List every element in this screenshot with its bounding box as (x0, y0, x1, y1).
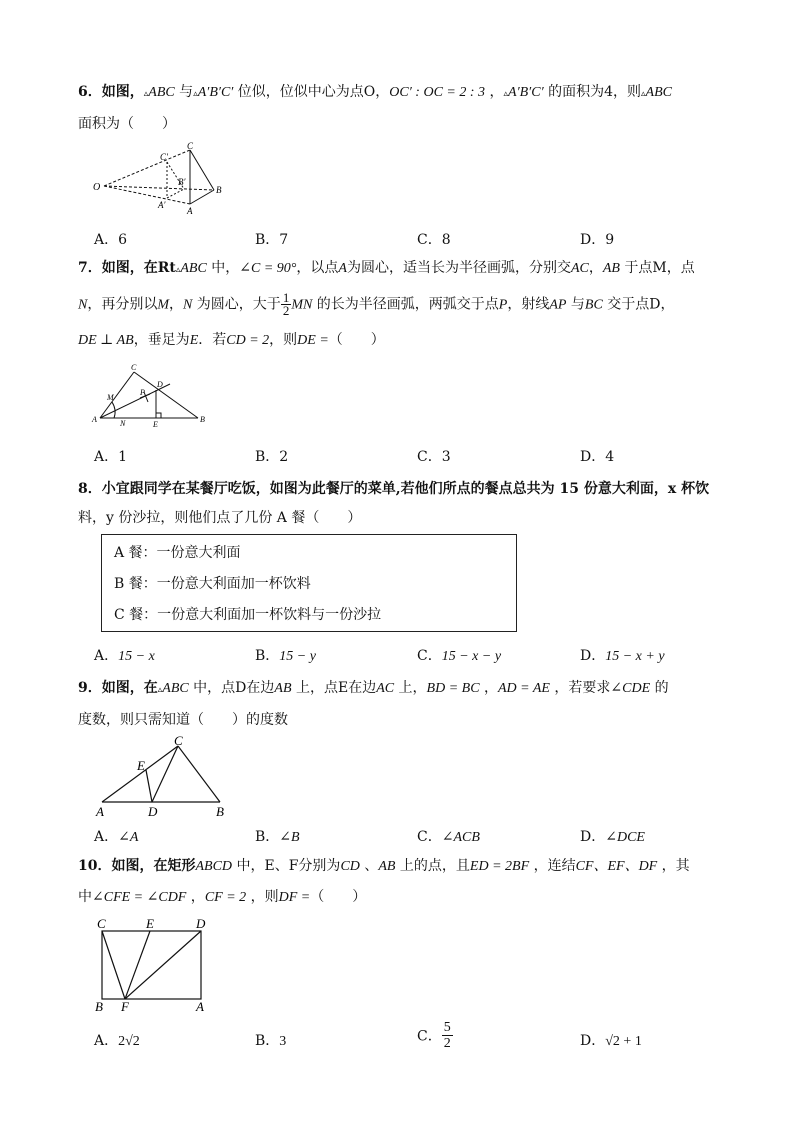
q7-text: ．若 (198, 332, 227, 348)
q8-menu-item-b: B 餐：一份意大利面加一杯饮料 (114, 576, 311, 592)
q10-label-B: B (95, 999, 103, 1014)
q7-text: 与 (566, 296, 585, 313)
q6-label-Cp: C′ (160, 152, 168, 162)
q10-option-prefix: D． (580, 1033, 606, 1049)
q9-line2: 度数，则只需知道（ ）的度数 (78, 712, 288, 728)
q8-option-expr: 15 − y (279, 649, 316, 664)
q7-text: （ ） (328, 332, 385, 348)
q9-tri: ABC (162, 681, 189, 696)
triangle-icon: ▵ (157, 685, 163, 695)
q6-tri1: ABC (148, 85, 175, 100)
q6-tri2: A′B′C′ (197, 85, 234, 100)
q6-text-pre: 6．如图， (78, 84, 144, 100)
q9-label-D: D (148, 804, 158, 819)
q9-seg: AC (376, 681, 395, 696)
q10-rect: ABCD (195, 859, 233, 874)
q9-figure (92, 734, 232, 820)
q7-text: ， (588, 260, 603, 276)
q9-text: 9．如图，在 (78, 680, 158, 696)
q10-option-prefix: B． (255, 1033, 280, 1049)
q9-option-expr: ∠ACB (441, 830, 480, 845)
q10-option-expr: √2 + 1 (605, 1034, 642, 1049)
q7-label-B: B (200, 415, 205, 424)
q10-text: 10．如图，在矩形 (78, 858, 196, 874)
q9-text: 上，点E在边 (291, 680, 377, 696)
q7-pt: P (498, 297, 508, 313)
q10-text: ，连结 (529, 858, 576, 874)
q7-seg: AC (570, 261, 589, 276)
q9-option-a[interactable] (94, 826, 138, 846)
q9-option-b[interactable] (255, 826, 300, 846)
q8-option-d[interactable] (580, 645, 665, 665)
q10-label-D: D (196, 916, 206, 931)
q10-figure (92, 914, 212, 1014)
q9-text: 中，点D在边 (188, 680, 275, 696)
q10-text: （ ） (310, 889, 367, 905)
q6-text: 位似，位似中心为点O， (233, 84, 390, 100)
q9-text: ，若要求 (549, 680, 611, 696)
q8-option-prefix: D． (580, 648, 606, 664)
q9-seg: AB (274, 681, 292, 696)
q6-ratio: OC′ : OC = 2 : 3 (389, 85, 486, 100)
q9-text: 的 (650, 680, 669, 696)
q7-label-N: N (120, 419, 126, 428)
q9-option-expr: ∠A (118, 830, 139, 845)
q10-option-c[interactable] (417, 1020, 453, 1051)
q8-option-a[interactable] (94, 645, 155, 665)
triangle-icon: ▵ (641, 89, 646, 99)
q8-option-prefix: C． (417, 648, 442, 664)
q8-menu-item-c: C 餐：一份意大利面加一杯饮料与一份沙拉 (114, 607, 382, 623)
q7-line2 (78, 292, 674, 317)
q8-option-b[interactable] (255, 645, 316, 665)
q8-line2: 料，y 份沙拉，则他们点了几份 A 餐（ ） (78, 510, 362, 526)
q7-perp: DE ⊥ AB (78, 333, 134, 348)
q6-label-A: A (187, 206, 193, 216)
q6-figure (90, 140, 240, 220)
q7-angle: ∠C = 90° (239, 261, 297, 276)
q10-option-expr: 2√2 (118, 1034, 140, 1049)
q9-option-prefix: C． (417, 829, 442, 845)
q10-eq: CF = 2 (204, 890, 247, 905)
q6-option-c[interactable]: C．8 (417, 232, 451, 248)
q10-seg: AB (378, 859, 396, 874)
q8-menu-box (101, 534, 517, 632)
q10-text: 、 (359, 858, 379, 874)
q7-label-M: M (107, 393, 114, 402)
q7-text: 于点M，点 (619, 260, 695, 276)
q7-eq: DE = (297, 333, 329, 348)
q6-label-B: B (216, 185, 222, 195)
q7-seg: BC (584, 297, 603, 313)
q7-text: ，垂足为 (133, 332, 190, 348)
q6-option-d[interactable]: D．9 (580, 232, 615, 248)
q7-pt: A (338, 261, 347, 276)
q7-fraction (281, 292, 292, 317)
q7-label-P: P (140, 388, 145, 397)
q7-text: ， (169, 296, 184, 313)
q8-option-expr: 15 − x (118, 649, 155, 664)
q8-menu-item-a: A 餐：一份意大利面 (114, 545, 241, 561)
q7-option-b[interactable]: B．2 (255, 449, 289, 465)
q10-eq: ED = 2BF (469, 859, 530, 874)
q8-option-prefix: A． (94, 648, 119, 664)
q9-option-prefix: A． (94, 829, 119, 845)
q8-option-expr: 15 − x + y (605, 649, 665, 664)
q10-label-F: F (121, 999, 129, 1014)
q9-option-c[interactable] (417, 826, 480, 846)
q10-line1 (78, 856, 690, 877)
triangle-icon: ▵ (175, 265, 181, 275)
q7-label-C: C (131, 363, 137, 372)
q10-frac-num: 5 (443, 1020, 451, 1035)
q9-eq: BD = BC (426, 681, 480, 696)
q7-seg: AB (602, 261, 620, 276)
q10-option-a[interactable] (94, 1030, 140, 1050)
q6-tri3: A′B′C′ (508, 85, 544, 100)
q7-text: 中， (206, 260, 240, 276)
q9-label-A: A (96, 804, 104, 819)
q10-text: ，其 (657, 858, 690, 874)
q7-pt: N (78, 297, 88, 313)
q7-text: ，再分别以 (87, 296, 158, 313)
q7-text: 交于点D， (602, 296, 675, 313)
q7-label-D: D (157, 380, 163, 389)
q9-text: 上， (394, 680, 427, 696)
q10-frac-den: 2 (443, 1036, 451, 1051)
q10-label-C: C (97, 916, 106, 931)
q10-segs: CF、EF、DF (575, 859, 658, 874)
q9-option-expr: ∠B (279, 830, 300, 845)
q7-text: ，则 (269, 332, 298, 348)
q6-label-O: O (93, 182, 101, 193)
q7-figure (90, 362, 210, 430)
q10-option-d[interactable] (580, 1030, 642, 1050)
q7-text: 为圆心，适当长为半径画弧，分别交 (346, 260, 571, 276)
q8-option-expr: 15 − x − y (441, 649, 502, 664)
q7-pt: N (183, 297, 193, 313)
q7-text: 7．如图，在Rt (78, 260, 176, 276)
q6-line2: 面积为（ ） (78, 116, 176, 132)
q7-option-c[interactable]: C．3 (417, 449, 451, 465)
q8-line1 (78, 479, 709, 499)
q6-label-Ap: A′ (158, 200, 166, 210)
q6-label-C: C (187, 141, 194, 151)
q10-option-prefix: C． (417, 1028, 442, 1045)
q10-label-A: A (196, 999, 204, 1014)
q6-text: 与 (174, 84, 194, 100)
q7-frac-den: 2 (282, 303, 290, 318)
q10-label-E: E (146, 916, 154, 931)
q9-option-prefix: B． (255, 829, 280, 845)
q7-seg: AP (549, 297, 567, 313)
q10-option-b[interactable] (255, 1030, 286, 1050)
q9-eq: AD = AE (498, 681, 550, 696)
q10-text: ， (186, 889, 205, 905)
q7-seg: MN (291, 297, 313, 313)
q8-option-prefix: B． (255, 648, 280, 664)
q6-tri4: ABC (645, 85, 672, 100)
q9-label-B: B (216, 804, 224, 819)
q10-option-frac (442, 1020, 453, 1051)
q7-text: ，射线 (507, 296, 550, 313)
q10-angle-eq: ∠CFE = ∠CDF (92, 890, 187, 905)
q9-angle: ∠CDE (610, 681, 651, 696)
q9-line1 (78, 678, 669, 700)
q10-text: ，则 (246, 889, 279, 905)
q7-text: 为圆心，大于 (192, 296, 281, 313)
q7-pt: M (157, 297, 170, 313)
q6-line1 (78, 82, 672, 104)
q7-tri: ABC (180, 261, 207, 276)
q10-seg: CD (340, 859, 360, 874)
q10-text: 中 (78, 889, 92, 905)
q9-text: ， (479, 680, 498, 696)
q7-line1 (78, 258, 695, 280)
q8-option-c[interactable] (417, 645, 501, 665)
q7-label-E: E (153, 420, 158, 429)
q7-frac-num: 1 (282, 290, 290, 305)
q9-option-d[interactable] (580, 826, 645, 846)
q10-option-expr: 3 (279, 1034, 287, 1049)
q9-option-prefix: D． (580, 829, 606, 845)
q10-option-prefix: A． (94, 1033, 119, 1049)
q7-option-a[interactable]: A．1 (94, 449, 128, 465)
q7-text: 的长为半径画弧，两弧交于点 (312, 296, 499, 313)
q6-text: 的面积为4，则 (543, 84, 642, 100)
q6-label-Bp: B′ (178, 177, 186, 187)
q7-eq: CD = 2 (226, 333, 270, 348)
q7-text: ，以点 (296, 260, 339, 276)
triangle-icon: ▵ (193, 89, 198, 99)
q7-line3 (78, 330, 385, 351)
q10-text: 上的点，且 (395, 858, 470, 874)
q6-text: ， (485, 84, 504, 100)
q9-option-expr: ∠DCE (605, 830, 645, 845)
triangle-icon: ▵ (143, 89, 149, 99)
q10-eq: DF = (278, 890, 311, 905)
q10-text: 中，E、F分别为 (232, 858, 341, 874)
q7-pt: E (189, 333, 199, 348)
q6-option-b[interactable]: B．7 (255, 232, 289, 248)
q7-label-A: A (92, 415, 97, 424)
q8-text: 8．小宜跟同学在某餐厅吃饭，如图为此餐厅的菜单,若他们所点的餐点总共为 15 份意大利面，x 杯饮 (78, 481, 710, 497)
q9-label-E: E (137, 758, 145, 773)
q7-option-d[interactable]: D．4 (580, 449, 615, 465)
q6-option-a[interactable]: A．6 (94, 232, 128, 248)
triangle-icon: ▵ (503, 89, 509, 99)
q9-label-C: C (174, 734, 183, 748)
q10-line2 (78, 887, 366, 908)
